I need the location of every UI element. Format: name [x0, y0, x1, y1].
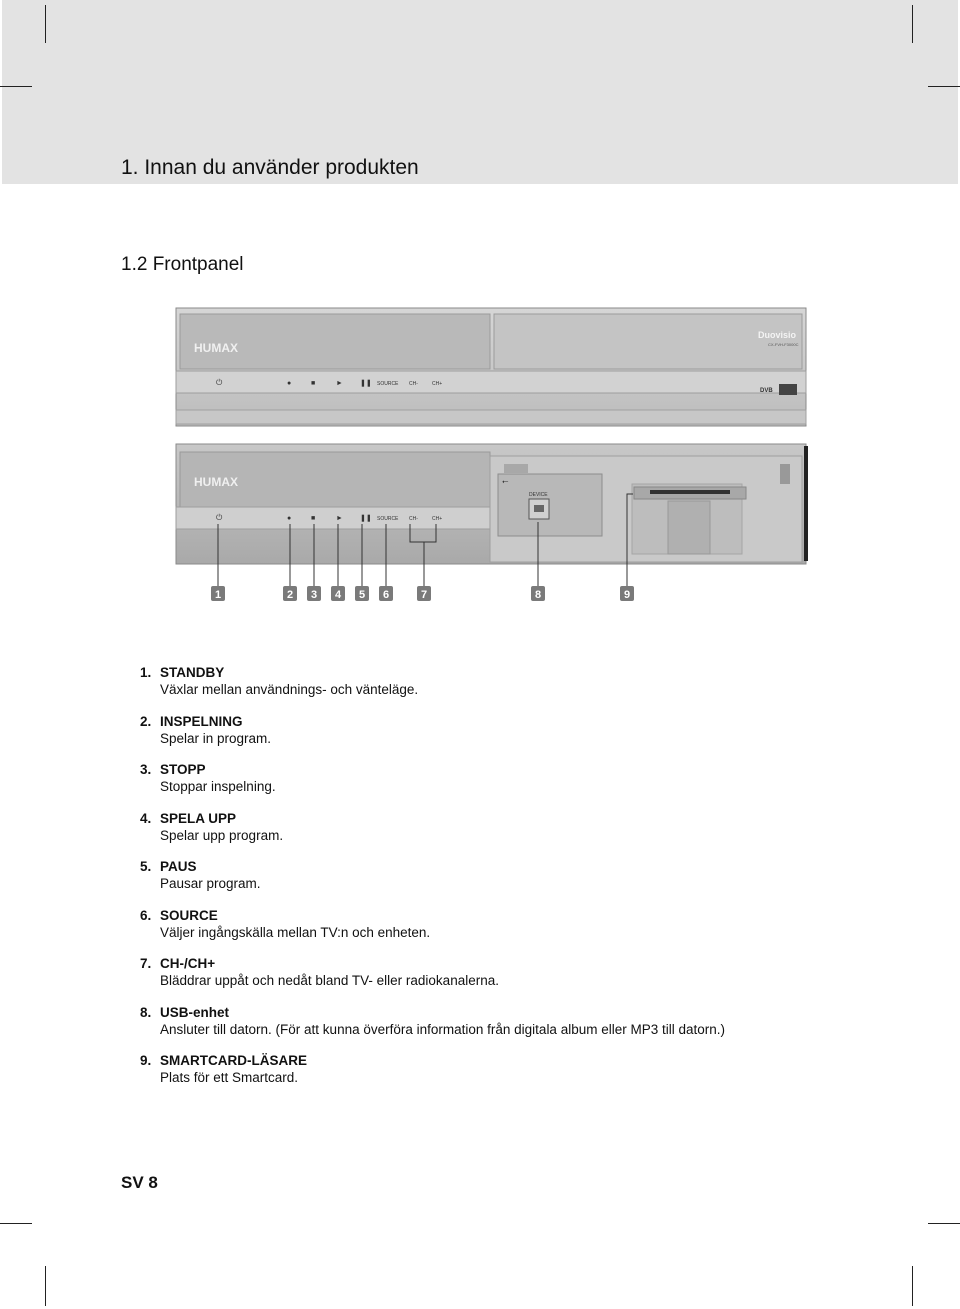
item-number: 6.	[140, 907, 152, 923]
panel-closed	[176, 308, 806, 426]
item-name: SMARTCARD-LÄSARE	[160, 1053, 307, 1068]
item-description: Spelar upp program.	[160, 827, 284, 843]
brand-logo: HUMAX	[194, 475, 238, 489]
crop-mark	[45, 1266, 46, 1306]
callout-badges	[211, 586, 634, 601]
item-description: Spelar in program.	[160, 730, 272, 746]
play-icon: ►	[336, 380, 343, 387]
item-name: STANDBY	[160, 665, 225, 680]
record-icon: ●	[287, 380, 292, 387]
item-name: STOPP	[160, 762, 206, 777]
crop-mark	[912, 5, 913, 43]
item-description: Pausar program.	[160, 876, 261, 891]
callout-number: 4	[334, 589, 342, 601]
item-description: Plats för ett Smartcard.	[160, 1070, 299, 1085]
item-name: SPELA UPP	[160, 810, 237, 826]
front-panel-figure	[172, 306, 812, 606]
model-code: CX-FVH-F3000C	[768, 342, 799, 347]
chapter-title: 1. Innan du använder produkten	[121, 156, 419, 179]
callout-number: 9	[623, 589, 631, 601]
callout-number: 5	[358, 589, 366, 601]
item-name: CH-/CH+	[160, 956, 216, 971]
page-number: SV 8	[121, 1173, 158, 1192]
device-label: DEVICE	[529, 492, 548, 498]
dvb-logo: DVB	[760, 388, 773, 394]
callout-number: 6	[382, 589, 390, 601]
brand-logo: HUMAX	[194, 341, 238, 355]
crop-mark	[0, 1223, 32, 1224]
item-description: Bläddrar uppåt och nedåt bland TV- eller radiokanalerna.	[160, 973, 499, 988]
source-label: SOURCE	[377, 516, 399, 522]
item-number: 9.	[140, 1053, 152, 1068]
power-icon: ⏻	[216, 378, 223, 387]
item-number: 8.	[140, 1004, 152, 1020]
item-name: USB-enhet	[160, 1004, 230, 1020]
item-name: PAUS	[160, 859, 197, 874]
crop-mark	[928, 1223, 960, 1224]
crop-mark	[912, 1266, 913, 1306]
ch-plus-label: CH+	[432, 381, 443, 387]
source-label: SOURCE	[377, 381, 399, 387]
callout-number: 1	[214, 589, 222, 601]
callout-number: 7	[420, 589, 428, 601]
stop-icon: ■	[311, 380, 316, 387]
crop-mark	[928, 86, 960, 87]
item-number: 5.	[140, 859, 152, 874]
item-description: Stoppar inspelning.	[160, 779, 276, 794]
stop-icon: ■	[311, 515, 316, 522]
item-name: SOURCE	[160, 907, 218, 923]
ch-plus-label: CH+	[432, 516, 443, 522]
ch-minus-label: CH-	[409, 381, 418, 387]
item-name: INSPELNING	[160, 713, 243, 729]
usb-icon: ⭠	[502, 477, 509, 486]
panel-open	[176, 444, 808, 564]
item-number: 1.	[140, 665, 152, 680]
pause-icon: ❚❚	[360, 515, 372, 522]
item-number: 3.	[140, 762, 152, 777]
crop-mark	[45, 5, 46, 43]
power-icon: ⏻	[216, 513, 223, 522]
item-number: 7.	[140, 956, 152, 971]
item-description: Växlar mellan användnings- och vänteläge.	[160, 682, 419, 697]
record-icon: ●	[287, 515, 292, 522]
item-description: Väljer ingångskälla mellan TV:n och enheten.	[160, 924, 431, 940]
callout-number: 8	[534, 589, 542, 601]
ch-minus-label: CH-	[409, 516, 418, 522]
crop-mark	[0, 86, 32, 87]
item-number: 2.	[140, 713, 152, 729]
item-number: 4.	[140, 810, 152, 826]
item-description: Ansluter till datorn. (För att kunna överföra information från digitala album eller MP3 till datorn.)	[160, 1021, 726, 1037]
section-title: 1.2 Frontpanel	[121, 254, 244, 275]
model-logo: Duovisio	[758, 330, 797, 340]
callout-number: 2	[286, 589, 294, 601]
pause-icon: ❚❚	[360, 380, 372, 387]
callout-number: 3	[310, 589, 318, 601]
play-icon: ►	[336, 515, 343, 522]
